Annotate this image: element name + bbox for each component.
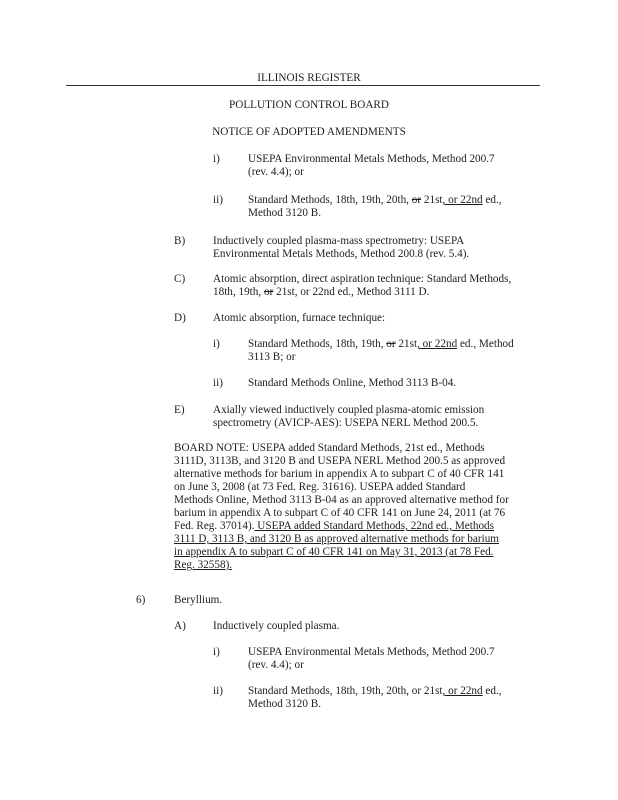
item-a-i-label: i) bbox=[213, 153, 220, 165]
text-run: 18th, 19th, bbox=[213, 286, 264, 298]
item-d-ii-label: ii) bbox=[213, 377, 223, 389]
item-6a-label: A) bbox=[174, 620, 186, 632]
struck-text: or bbox=[386, 338, 396, 350]
item-d-text bbox=[213, 312, 385, 325]
board-title bbox=[0, 99, 618, 112]
item-6a-ii-text bbox=[248, 685, 502, 711]
item-b-text bbox=[213, 235, 469, 261]
item-d-i-label: i) bbox=[213, 338, 220, 350]
board-note-line: Methods Online, Method 3113 B-04 as an approved alternative method for bbox=[174, 494, 509, 506]
header-rule bbox=[66, 85, 540, 86]
text-run: 21st, or 22nd ed., Method 3111 D. bbox=[273, 286, 430, 298]
item-d-i-line1 bbox=[248, 338, 514, 351]
register-title bbox=[0, 72, 618, 85]
item-6-label: 6) bbox=[136, 594, 146, 606]
underlined-text: USEPA added Standard bbox=[254, 520, 366, 532]
board-note-line: BOARD NOTE: USEPA added Standard Methods, 21st ed., Methods bbox=[174, 442, 485, 454]
notice-title-text: NOTICE OF ADOPTED AMENDMENTS bbox=[212, 126, 406, 138]
board-note-line bbox=[174, 520, 509, 533]
item-b-line2: Environmental Metals Methods, Method 200.8 (rev. 5.4). bbox=[213, 248, 470, 260]
text-run: ed., bbox=[482, 194, 502, 206]
board-note-line: Reg. 32558). bbox=[174, 559, 233, 571]
item-6a-ii-line2: Method 3120 B. bbox=[248, 698, 322, 710]
item-c-line2 bbox=[213, 286, 511, 299]
item-d-i-text bbox=[248, 338, 514, 364]
text-run: ed., bbox=[482, 685, 502, 697]
item-6a-i-text bbox=[248, 646, 495, 672]
board-title-text: POLLUTION CONTROL BOARD bbox=[229, 99, 389, 111]
board-note bbox=[174, 442, 509, 572]
text-run: 21st bbox=[395, 338, 418, 350]
board-note-line: 3111 D, 3113 B, and 3120 B as approved alternative methods for barium bbox=[174, 533, 499, 545]
item-e-text bbox=[213, 404, 484, 430]
item-a-ii-label: ii) bbox=[213, 194, 223, 206]
board-note-line: alternative methods for barium in appendix A to subpart C of 40 CFR 141 bbox=[174, 468, 505, 480]
text-run: Fed. Reg. 37014). bbox=[174, 520, 255, 532]
board-note-line: on June 3, 2008 (at 73 Fed. Reg. 31616). USEPA added Standard bbox=[174, 481, 466, 493]
item-d-ii-text bbox=[248, 377, 456, 390]
item-6a-i-line1: USEPA Environmental Metals Methods, Method 200.7 bbox=[248, 646, 495, 658]
item-a-i-line1: USEPA Environmental Metals Methods, Method 200.7 bbox=[248, 153, 495, 165]
item-6a-ii-line1 bbox=[248, 685, 502, 698]
underlined-text: , or 22nd bbox=[442, 194, 483, 206]
board-note-line: in appendix A to subpart C of 40 CFR 141 on May 31, 2013 (at 78 Fed. bbox=[174, 546, 494, 558]
text-run: Standard Methods, 18th, 19th, bbox=[248, 338, 387, 350]
text-run: ed., Method bbox=[457, 338, 514, 350]
item-c-label: C) bbox=[174, 273, 186, 285]
item-6-text: Beryllium. bbox=[174, 594, 223, 606]
item-a-ii-text bbox=[248, 194, 502, 220]
item-b-label: B) bbox=[174, 235, 186, 247]
item-d-ii-line1: Standard Methods Online, Method 3113 B-04. bbox=[248, 377, 457, 389]
item-d-line1: Atomic absorption, furnace technique: bbox=[213, 312, 386, 324]
item-c-text bbox=[213, 273, 511, 299]
item-e-line1: Axially viewed inductively coupled plasma-atomic emission bbox=[213, 404, 485, 416]
item-a-i-line2: (rev. 4.4); or bbox=[248, 166, 304, 178]
item-c-line1: Atomic absorption, direct aspiration technique: Standard Methods, bbox=[213, 273, 512, 285]
underlined-text: Methods, 22nd ed., Methods bbox=[365, 520, 494, 532]
item-b-line1: Inductively coupled plasma-mass spectrometry: USEPA bbox=[213, 235, 465, 247]
item-e-label: E) bbox=[174, 404, 185, 416]
text-run: Standard Methods, 18th, 19th, 20th, bbox=[248, 194, 412, 206]
board-note-line: barium in appendix A to subpart C of 40 CFR 141 on June 24, 2011 (at 76 bbox=[174, 507, 506, 519]
register-title-text: ILLINOIS REGISTER bbox=[257, 72, 361, 84]
item-e-line2: spectrometry (AVICP-AES): USEPA NERL Method 200.5. bbox=[213, 417, 479, 429]
item-6a-ii-label: ii) bbox=[213, 685, 223, 697]
underlined-text: , or 22nd bbox=[417, 338, 458, 350]
item-6a-i-label: i) bbox=[213, 646, 220, 658]
item-6a-text: Inductively coupled plasma. bbox=[213, 620, 340, 632]
item-d-i-line2: 3113 B; or bbox=[248, 351, 296, 363]
item-6a-i-line2: (rev. 4.4); or bbox=[248, 659, 304, 671]
underlined-text: , or 22nd bbox=[442, 685, 483, 697]
board-note-line: 3111D, 3113B, and 3120 B and USEPA NERL Method 200.5 as approved bbox=[174, 455, 506, 467]
notice-title bbox=[0, 126, 618, 139]
item-a-ii-line1 bbox=[248, 194, 502, 207]
item-a-ii-line2: Method 3120 B. bbox=[248, 207, 322, 219]
item-a-i-text bbox=[248, 153, 495, 179]
item-d-label: D) bbox=[174, 312, 186, 324]
struck-text: or bbox=[411, 194, 422, 206]
text-run: Standard Methods, 18th, 19th, 20th, or 21st bbox=[248, 685, 443, 697]
struck-text: or bbox=[263, 286, 274, 298]
text-run: 21st bbox=[421, 194, 443, 206]
